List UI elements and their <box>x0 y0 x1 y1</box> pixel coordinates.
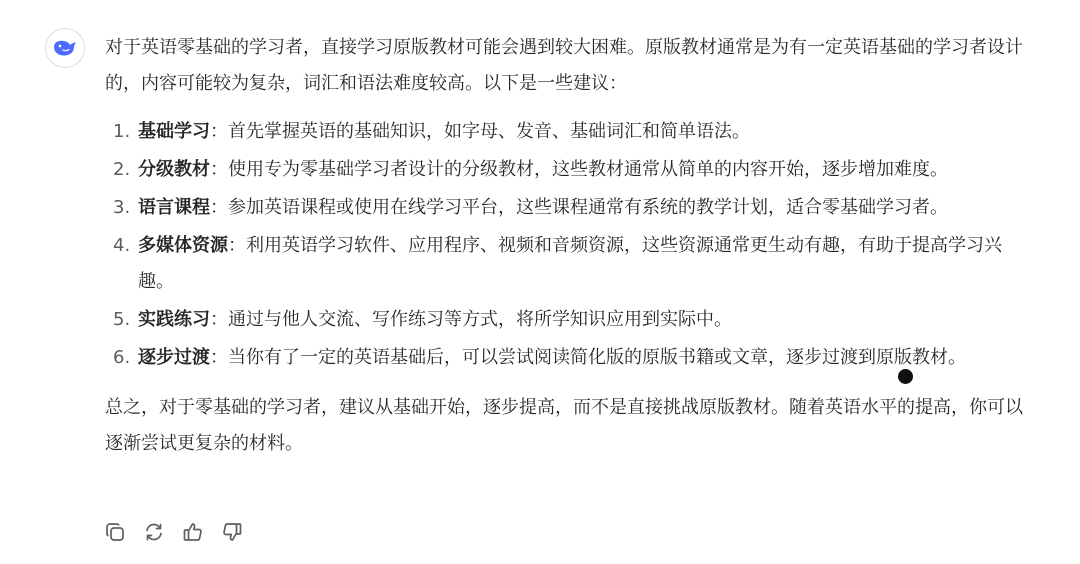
list-term: 实践练习 <box>138 309 210 330</box>
regenerate-icon <box>143 521 165 543</box>
thumbs-up-icon <box>182 521 204 543</box>
suggestion-list <box>105 114 1035 376</box>
list-text: ：参加英语课程或使用在线学习平台，这些课程通常有系统的教学计划，适合零基础学习者。 <box>210 197 948 218</box>
message-summary: 总之，对于零基础的学习者，建议从基础开始，逐步提高，而不是直接挑战原版教材。随着英语水平的提高，你可以逐渐尝试更复杂的材料。 <box>105 397 1023 454</box>
list-number: 6. <box>113 347 131 368</box>
list-term: 逐步过渡 <box>138 347 210 368</box>
list-term: 分级教材 <box>138 159 210 180</box>
list-text: ：通过与他人交流、写作练习等方式，将所学知识应用到实际中。 <box>210 309 732 330</box>
list-term: 语言课程 <box>138 197 210 218</box>
list-number: 3. <box>113 197 131 218</box>
list-number: 4. <box>113 235 131 256</box>
regenerate-button[interactable] <box>143 521 165 543</box>
dislike-button[interactable] <box>221 521 243 543</box>
message-intro: 对于英语零基础的学习者，直接学习原版教材可能会遇到较大困难。原版教材通常是为有一定英语基础的学习者设计的，内容可能较为复杂，词汇和语法难度较高。以下是一些建议： <box>105 37 1023 94</box>
list-item <box>105 302 1035 338</box>
deepseek-whale-icon <box>52 38 78 58</box>
list-item <box>105 114 1035 150</box>
list-text: ：当你有了一定的英语基础后，可以尝试阅读简化版的原版书籍或文章，逐步过渡到原版教材。 <box>210 347 966 368</box>
copy-icon <box>104 521 126 543</box>
list-text: ：使用专为零基础学习者设计的分级教材，这些教材通常从简单的内容开始，逐步增加难度。 <box>210 159 948 180</box>
assistant-message <box>105 30 1035 462</box>
avatar <box>45 28 85 68</box>
copy-button[interactable] <box>104 521 126 543</box>
list-item <box>105 190 1035 226</box>
list-text: ：利用英语学习软件、应用程序、视频和音频资源，这些资源通常更生动有趣，有助于提高学习兴趣。 <box>138 235 1002 292</box>
mouse-cursor-icon <box>898 369 913 384</box>
list-term: 基础学习 <box>138 121 210 142</box>
list-number: 1. <box>113 121 131 142</box>
list-item <box>105 340 1035 376</box>
list-number: 2. <box>113 159 131 180</box>
list-item <box>105 228 1035 300</box>
list-number: 5. <box>113 309 131 330</box>
like-button[interactable] <box>182 521 204 543</box>
list-text: ：首先掌握英语的基础知识，如字母、发音、基础词汇和简单语法。 <box>210 121 750 142</box>
thumbs-down-icon <box>221 521 243 543</box>
message-actions <box>104 521 243 543</box>
list-term: 多媒体资源 <box>138 235 228 256</box>
list-item <box>105 152 1035 188</box>
